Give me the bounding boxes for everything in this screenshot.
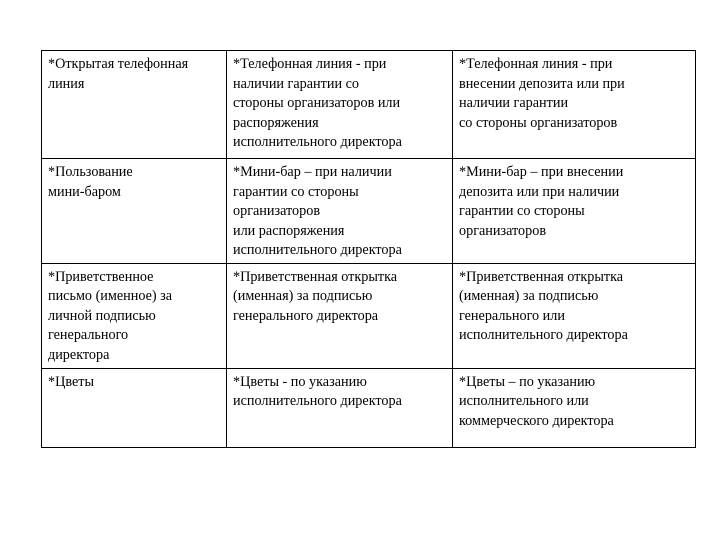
cell-text-line: исполнительного директора — [233, 134, 402, 150]
cell-text-line: *Телефонная линия - при — [233, 56, 387, 72]
cell-text-line: наличии гарантии — [459, 95, 569, 111]
cell-text-line: *Цветы — [48, 373, 94, 390]
cell-text-line: мини-баром — [48, 183, 121, 200]
cell-text-line: исполнительного или — [459, 393, 589, 409]
table-row — [42, 51, 696, 159]
table-cell-service — [42, 159, 227, 264]
cell-text-line: организаторов — [233, 203, 321, 219]
cell-text-line: стороны организаторов или — [233, 95, 401, 111]
cell-text-line: коммерческого директора — [459, 412, 614, 429]
cell-text-line: генерального директора — [233, 307, 379, 324]
cell-text-line: исполнительного директора — [233, 242, 402, 258]
cell-text-line: гарантии со стороны — [459, 203, 585, 219]
table-cell-option-b — [453, 159, 696, 264]
cell-text-line: письмо (именное) за — [48, 288, 173, 304]
cell-text-line: директора — [48, 346, 110, 363]
cell-text-line: *Мини-бар – при наличии — [233, 164, 392, 180]
table-cell-option-b — [453, 263, 696, 368]
services-table — [41, 50, 696, 448]
cell-text-line: исполнительного директора — [459, 327, 628, 343]
cell-text-line: организаторов — [459, 222, 547, 239]
cell-text-line: *Цветы – по указанию — [459, 373, 596, 390]
table-row — [42, 159, 696, 264]
cell-text-line: распоряжения — [233, 114, 319, 131]
table-cell-service — [42, 263, 227, 368]
cell-text-line: или распоряжения — [233, 222, 345, 239]
table-cell-option-b — [453, 51, 696, 159]
table-cell-option-a — [227, 51, 453, 159]
table-cell-option-b — [453, 368, 696, 447]
cell-text-line: *Пользование — [48, 164, 133, 180]
cell-text-line: *Открытая телефонная — [48, 56, 189, 72]
table-row — [42, 368, 696, 447]
cell-text-line: *Приветственная открытка — [459, 268, 624, 285]
table-row — [42, 263, 696, 368]
cell-text-line: (именная) за подписью — [233, 288, 373, 304]
cell-text-line: (именная) за подписью — [459, 288, 599, 304]
cell-text-line: *Приветственная открытка — [233, 268, 398, 285]
cell-text-line: генерального — [48, 327, 129, 343]
cell-text-line: со стороны организаторов — [459, 114, 618, 131]
table-cell-option-a — [227, 159, 453, 264]
cell-text-line: *Мини-бар – при внесении — [459, 164, 624, 180]
cell-text-line: личной подписью — [48, 307, 156, 324]
cell-text-line: наличии гарантии со — [233, 75, 359, 92]
cell-text-line: депозита или при наличии — [459, 183, 620, 200]
cell-text-line: внесении депозита или при — [459, 75, 625, 92]
cell-text-line: *Цветы - по указанию — [233, 373, 367, 390]
cell-text-line: исполнительного директора — [233, 393, 402, 409]
cell-text-line: *Телефонная линия - при — [459, 56, 613, 72]
table-cell-option-a — [227, 263, 453, 368]
cell-text-line: генерального или — [459, 307, 565, 324]
cell-text-line: линия — [48, 75, 85, 92]
table-cell-service — [42, 368, 227, 447]
cell-text-line: *Приветственное — [48, 268, 154, 285]
cell-text-line: гарантии со стороны — [233, 183, 359, 200]
table-cell-service — [42, 51, 227, 159]
table-cell-option-a — [227, 368, 453, 447]
